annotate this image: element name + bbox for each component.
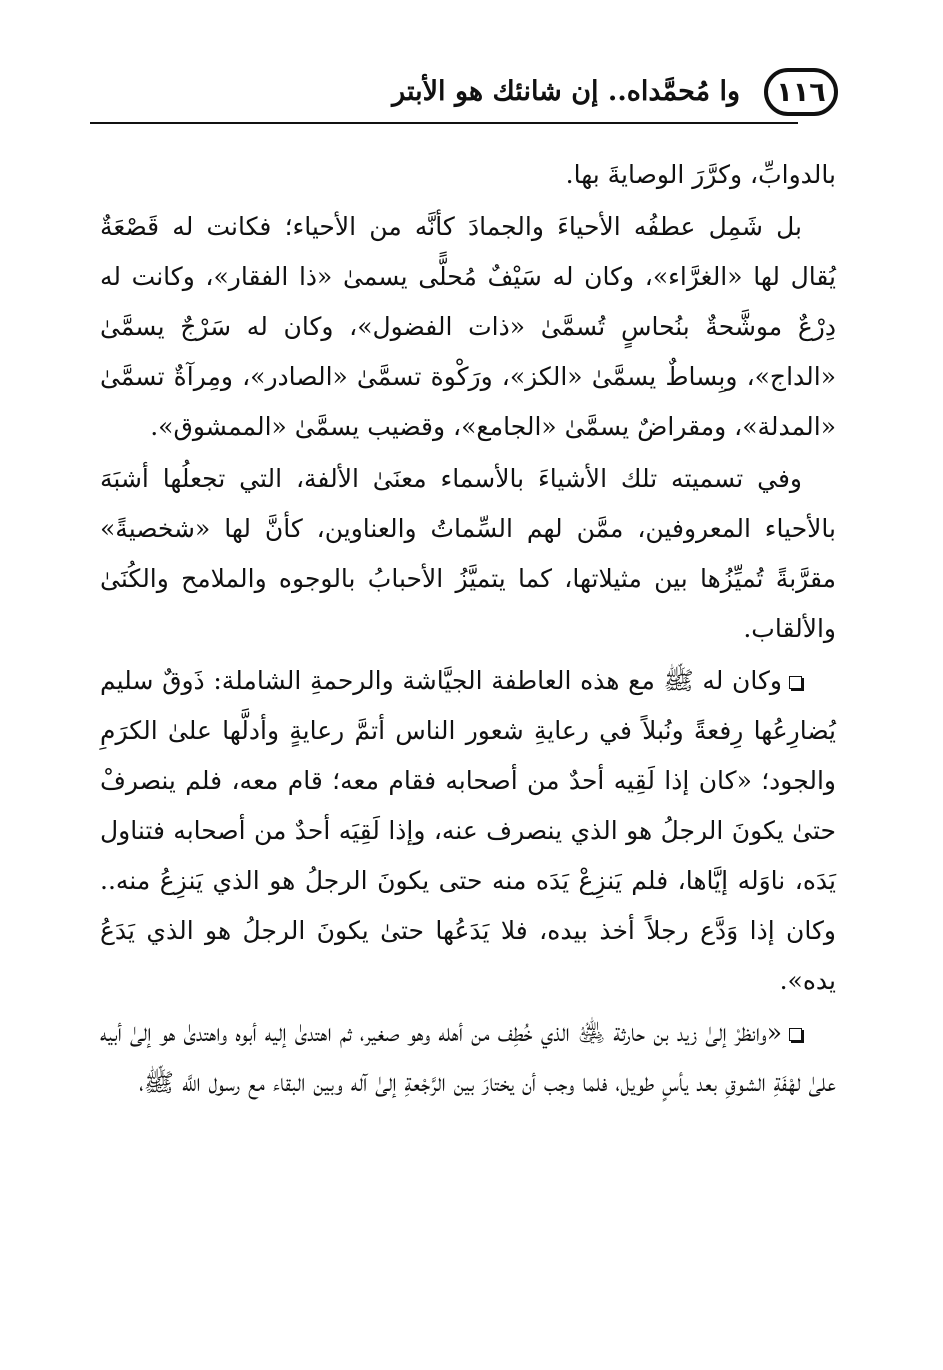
paragraph-text: بالدوابِّ، وكرَّرَ الوصايةَ بها. — [565, 160, 836, 189]
paragraph-text: وكان له ﷺ مع هذه العاطفة الجيَّاشة والرحمةِ الشاملة: ذَوقٌ سليم يُضارِعُها رِفعةً ونُبلاً في رعايةِ شعور الناس أتمَّ رعايةٍ وأدلَّها علىٰ الكرَمِ والجود؛ «كان إذا لَقِيه أحدٌ من أصحابه فقام معه؛ قام معه، فلم ينصرفْ حتىٰ يكونَ الرجلُ هو الذي ينصرف عنه، وإذا لَقِيَه أحدٌ من أصحابه فتناول يَدَه، ناوَله إيَّاها، فلم يَنزِعْ يَدَه منه حتى يكونَ الرجلُ هو الذي يَنزِعُ منه.. وكان إذا وَدَّع رجلاً أخذ بيده، فلا يَدَعُها حتىٰ يكونَ الرجلُ هو الذي يَدَعُ يده». — [100, 666, 837, 995]
paragraph-1 — [100, 150, 836, 200]
paragraph-text: بل شَمِل عطفُه الأحياءَ والجمادَ كأنَّه من الأحياء؛ فكانت له قَصْعَةٌ يُقال لها «الغرَّاء»، وكان له سَيْفٌ مُحلًّى يسمىٰ «ذا الفقار»، وكانت له دِرْعٌ موشَّحةٌ بنُحاسٍ تُسمَّىٰ «ذات الفضول»، وكان له سَرْجٌ يسمَّىٰ «الداج»، وبِساطٌ يسمَّىٰ «الكز»، ورَكْوة تسمَّىٰ «الصادر»، ومِرآةٌ تسمَّىٰ «المدلة»، ومقراضٌ يسمَّىٰ «الجامع»، وقضيب يسمَّىٰ «الممشوق». — [100, 212, 836, 441]
paragraph-text: وفي تسميته تلك الأشياءَ بالأسماء معنَىٰ الألفة، التي تجعلُها أشبَهَ بالأحياء المعروفين، ممَّن لهم السِّماتُ والعناوين، كأنَّ لها «شخصيةً» مقرَّبةً تُميِّزُها بين مثيلاتها، كما يتميَّزُ الأحبابُ بالوجوه والملامح والكُنَىٰ والألقاب. — [100, 464, 836, 643]
page-number: ١١٦ — [764, 68, 838, 116]
paragraph-text: «وانظرْ إلىٰ زيد بن حارثة ﵁ الذي خُطِف من أهله وهو صغير، ثم اهتدىٰ إليه أبوه واهتدىٰ هو إلىٰ أبيه علىٰ لهْفَةِ الشوقِ بعد يأسٍ طويل، فلما وجب أن يختارَ بين الرَّجْعةِ إلىٰ آله وبين البقاء مع رسول اللَّه ﷺ، — [100, 1018, 836, 1097]
running-title: وا مُحمَّداه.. إن شانئك هو الأبتر — [392, 76, 740, 107]
paragraph-2 — [100, 202, 836, 452]
paragraph-3 — [100, 454, 836, 654]
page-header — [90, 64, 838, 130]
paragraph-4 — [100, 656, 836, 1006]
paragraph-5 — [100, 1008, 836, 1108]
paragraph-marker-icon — [789, 676, 802, 689]
page-body — [100, 150, 836, 1110]
paragraph-marker-icon — [789, 1028, 802, 1041]
header-rule — [90, 122, 798, 124]
